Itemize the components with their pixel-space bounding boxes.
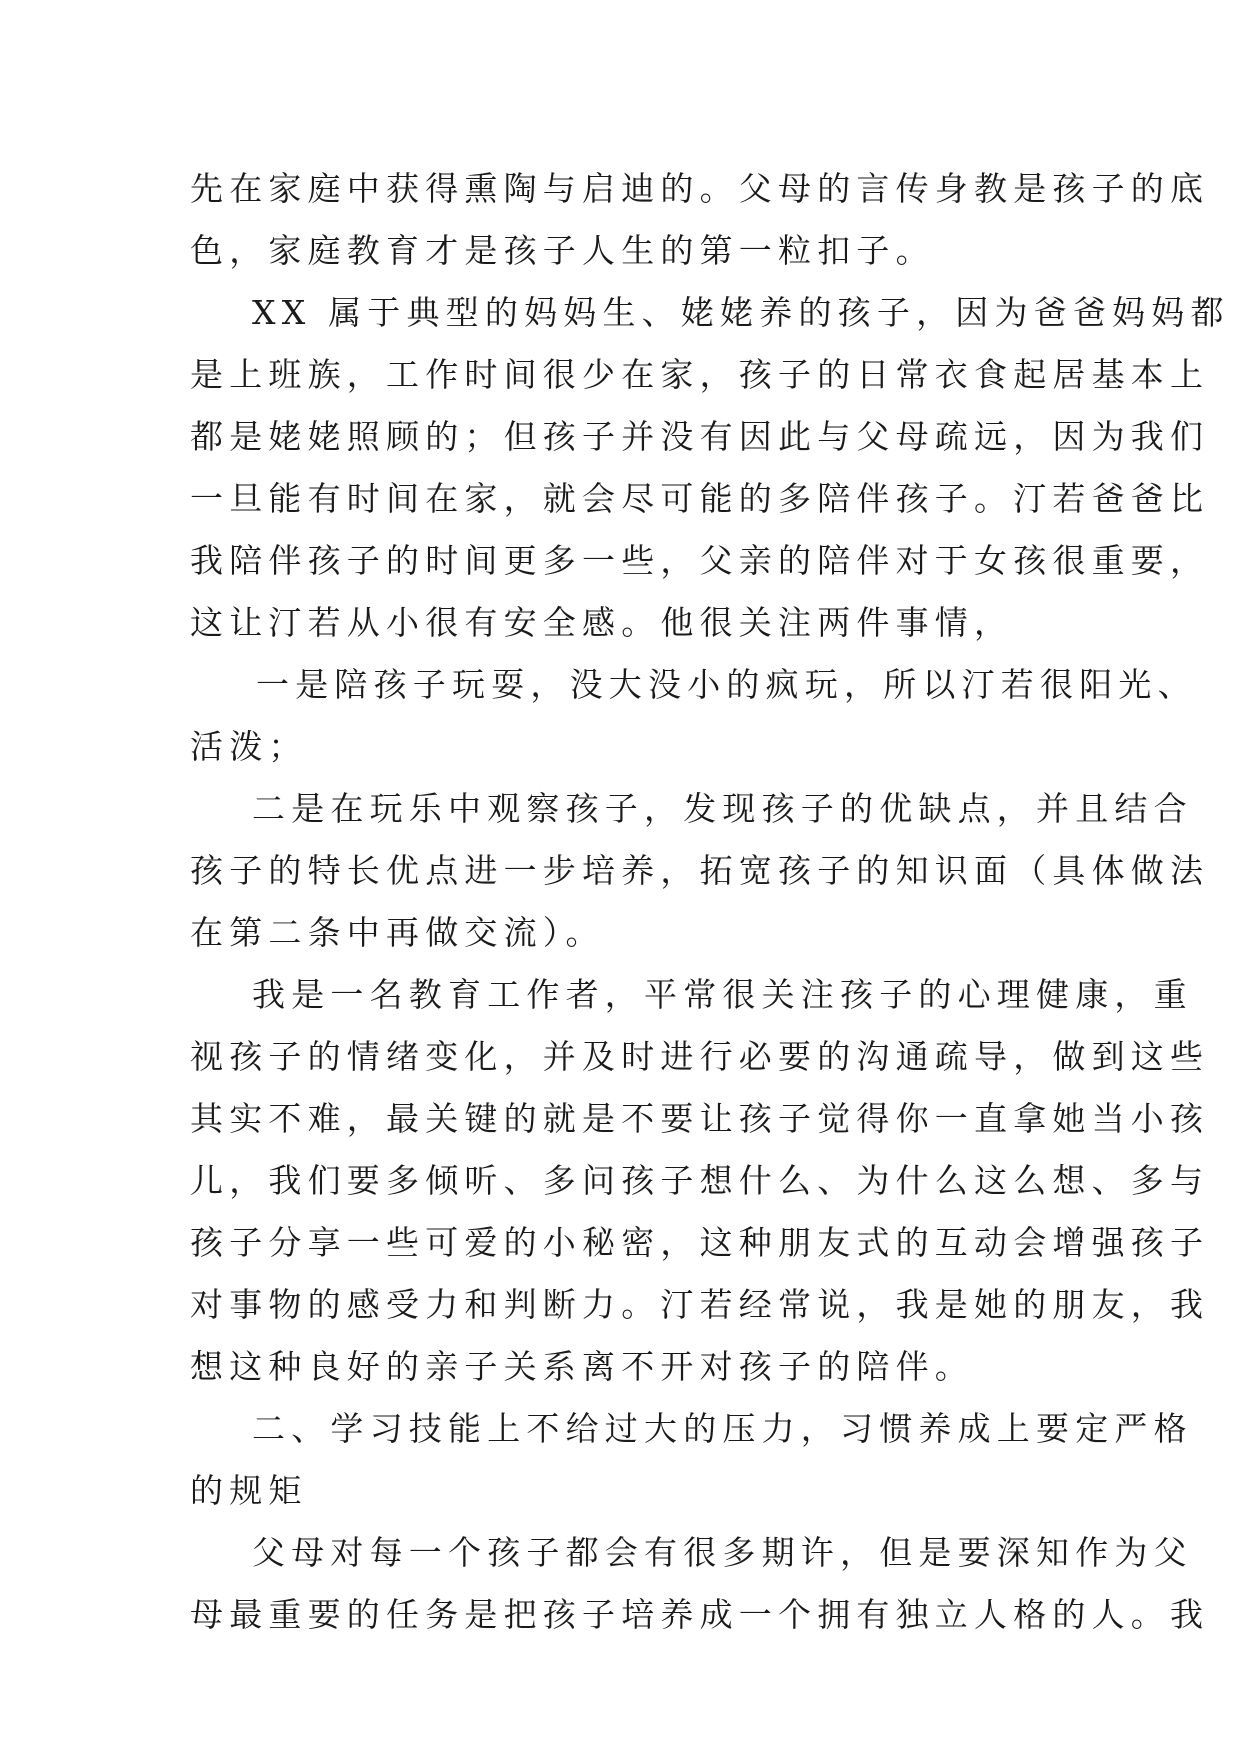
text-line: 一旦能有时间在家，就会尽可能的多陪伴孩子。汀若爸爸比	[190, 479, 1210, 518]
text-line: 一是陪孩子玩耍，没大没小的疯玩，所以汀若很阳光、	[256, 665, 1197, 704]
document-body	[190, 158, 1230, 1646]
text-line: 都是姥姥照顾的；但孩子并没有因此与父母疏远，因为我们	[190, 417, 1210, 456]
section-heading-continued: 的规矩	[190, 1471, 308, 1510]
text-line: 在第二条中再做交流）。	[190, 913, 605, 952]
text-line: 先在家庭中获得熏陶与启迪的。父母的言传身教是孩子的底	[190, 169, 1210, 208]
text-line: 母最重要的任务是把孩子培养成一个拥有独立人格的人。我	[190, 1595, 1210, 1634]
text-line: 我陪伴孩子的时间更多一些，父亲的陪伴对于女孩很重要，	[190, 541, 1210, 580]
text-line: 想这种良好的亲子关系离不开对孩子的陪伴。	[190, 1347, 974, 1386]
text-line: 其实不难，最关键的就是不要让孩子觉得你一直拿她当小孩	[190, 1099, 1210, 1138]
text-line: 儿，我们要多倾听、多问孩子想什么、为什么这么想、多与	[190, 1161, 1210, 1200]
text-line: 二是在玩乐中观察孩子，发现孩子的优缺点，并且结合	[252, 789, 1193, 828]
text-line: 这让汀若从小很有安全感。他很关注两件事情，	[190, 603, 1014, 642]
text-line: 视孩子的情绪变化，并及时进行必要的沟通疏导，做到这些	[190, 1037, 1210, 1076]
text-line: 色，家庭教育才是孩子人生的第一粒扣子。	[190, 231, 935, 270]
text-line: XX 属于典型的妈妈生、姥姥养的孩子，因为爸爸妈妈都	[252, 293, 1230, 332]
text-line: 是上班族，工作时间很少在家，孩子的日常衣食起居基本上	[190, 355, 1210, 394]
text-line: 活泼；	[190, 727, 308, 766]
text-line: 对事物的感受力和判断力。汀若经常说，我是她的朋友，我	[190, 1285, 1210, 1324]
text-line: 孩子分享一些可爱的小秘密，这种朋友式的互动会增强孩子	[190, 1223, 1210, 1262]
text-line: 父母对每一个孩子都会有很多期许，但是要深知作为父	[252, 1533, 1193, 1572]
text-line: 我是一名教育工作者，平常很关注孩子的心理健康，重	[252, 975, 1193, 1014]
text-line: 孩子的特长优点进一步培养，拓宽孩子的知识面（具体做法	[190, 851, 1210, 890]
section-heading: 二、学习技能上不给过大的压力，习惯养成上要定严格	[252, 1409, 1193, 1448]
